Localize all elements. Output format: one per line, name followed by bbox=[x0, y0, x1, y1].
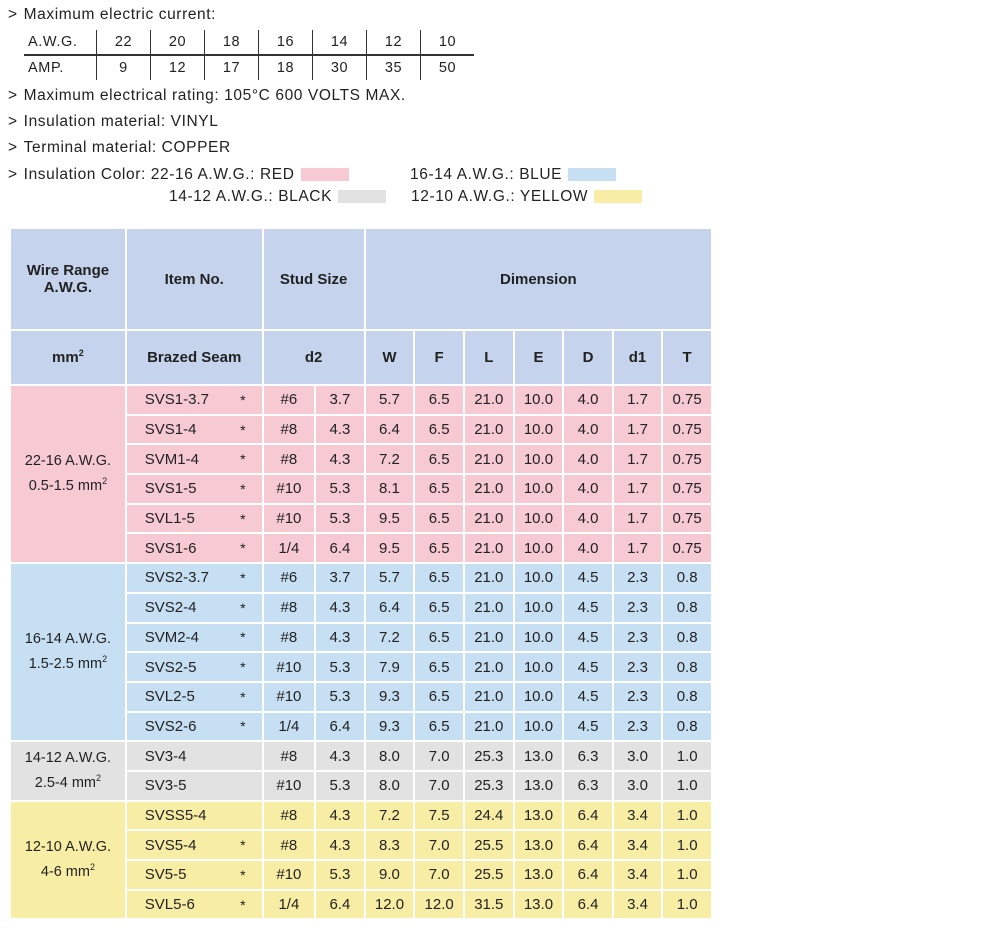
item-no-cell bbox=[127, 772, 262, 800]
spec-color-yellow bbox=[411, 188, 642, 206]
d2-cell: 4.3 bbox=[316, 742, 364, 770]
dim-d-cell: 4.5 bbox=[564, 683, 612, 711]
awg-value: 12 bbox=[367, 30, 421, 55]
awg-value: 16 bbox=[259, 30, 313, 55]
mm-range-text: 4-6 mm bbox=[40, 864, 90, 880]
dim-t-cell: 1.0 bbox=[663, 772, 711, 800]
d2-cell: 5.3 bbox=[316, 475, 364, 503]
dim-f-cell: 6.5 bbox=[415, 475, 463, 503]
dim-t-cell: 0.75 bbox=[663, 386, 711, 414]
wire-range-label: Wire Range bbox=[26, 262, 110, 279]
item-no: SVL1-5 bbox=[144, 510, 195, 528]
dim-f-cell: 6.5 bbox=[415, 594, 463, 622]
dim-l-cell: 31.5 bbox=[465, 891, 513, 919]
item-no: SVS5-4 bbox=[144, 836, 197, 854]
dim-f-cell: 6.5 bbox=[415, 564, 463, 592]
dim-t-cell: 0.8 bbox=[663, 713, 711, 741]
amp-value: 17 bbox=[205, 55, 259, 80]
item-no-cell bbox=[127, 831, 262, 859]
dim-d-cell: 6.4 bbox=[564, 891, 612, 919]
dim-w-cell: 9.3 bbox=[366, 683, 414, 711]
col-header-w: W bbox=[366, 331, 414, 384]
dim-f-cell: 6.5 bbox=[415, 416, 463, 444]
dim-d-cell: 6.4 bbox=[564, 802, 612, 830]
brazed-seam-mark: * bbox=[240, 391, 246, 408]
dim-d1-cell: 3.4 bbox=[614, 891, 662, 919]
table-body bbox=[11, 386, 711, 918]
dim-l-cell: 21.0 bbox=[465, 594, 513, 622]
current-rating-table bbox=[24, 30, 474, 80]
col-header-f: F bbox=[415, 331, 463, 384]
mm-range-text: 0.5-1.5 mm bbox=[28, 478, 103, 495]
dim-d1-cell: 2.3 bbox=[614, 653, 662, 681]
stud-size-cell: #8 bbox=[264, 594, 315, 622]
item-no: SV3-4 bbox=[144, 747, 187, 765]
dim-d1-cell: 2.3 bbox=[614, 564, 662, 592]
dim-d-cell: 4.5 bbox=[564, 594, 612, 622]
dim-d1-cell: 3.4 bbox=[614, 831, 662, 859]
item-no: SVSS5-4 bbox=[144, 806, 207, 824]
mm-header-sup: 2 bbox=[78, 348, 84, 358]
stud-size-cell: #10 bbox=[264, 653, 315, 681]
dim-t-cell: 1.0 bbox=[663, 891, 711, 919]
dim-w-cell: 7.2 bbox=[366, 624, 414, 652]
item-no: SV5-5 bbox=[144, 866, 187, 884]
stud-size-cell: #10 bbox=[264, 505, 315, 533]
dim-t-cell: 0.75 bbox=[663, 505, 711, 533]
item-no-cell bbox=[127, 891, 262, 919]
stud-size-cell: 1/4 bbox=[264, 713, 315, 741]
stud-size-cell: 1/4 bbox=[264, 891, 315, 919]
stud-size-cell: #8 bbox=[264, 742, 315, 770]
mm-range-sup: 2 bbox=[102, 476, 108, 487]
dim-e-cell: 10.0 bbox=[515, 653, 563, 681]
amp-value: 18 bbox=[259, 55, 313, 80]
dim-d-cell: 4.0 bbox=[564, 534, 612, 562]
item-no-cell bbox=[127, 802, 262, 830]
dim-l-cell: 21.0 bbox=[465, 416, 513, 444]
item-no-cell bbox=[127, 742, 262, 770]
dim-t-cell: 0.75 bbox=[663, 445, 711, 473]
awg-value: 14 bbox=[313, 30, 367, 55]
wire-range-cell bbox=[11, 802, 125, 919]
stud-size-cell: #8 bbox=[264, 831, 315, 859]
black-swatch bbox=[338, 190, 386, 203]
dim-d-cell: 4.0 bbox=[564, 445, 612, 473]
brazed-seam-mark: * bbox=[240, 659, 246, 676]
spec-terminal: > Terminal material: COPPER bbox=[8, 139, 231, 156]
col-header-e: E bbox=[515, 331, 563, 384]
stud-size-cell: #8 bbox=[264, 416, 315, 444]
dim-d-cell: 6.3 bbox=[564, 742, 612, 770]
stud-size-cell: #8 bbox=[264, 445, 315, 473]
item-no: SVL2-5 bbox=[144, 688, 195, 706]
terminal-text: Terminal material: COPPER bbox=[23, 139, 231, 156]
dim-d1-cell: 3.4 bbox=[614, 861, 662, 889]
dim-e-cell: 10.0 bbox=[515, 713, 563, 741]
insulation-text: Insulation material: VINYL bbox=[23, 113, 219, 130]
item-no-cell bbox=[127, 416, 262, 444]
dim-e-cell: 13.0 bbox=[515, 891, 563, 919]
dim-d-cell: 6.3 bbox=[564, 772, 612, 800]
dim-f-cell: 12.0 bbox=[415, 891, 463, 919]
dim-e-cell: 10.0 bbox=[515, 564, 563, 592]
dim-l-cell: 21.0 bbox=[465, 505, 513, 533]
brazed-seam-header: Brazed Seam bbox=[127, 331, 262, 384]
dim-f-cell: 7.0 bbox=[415, 742, 463, 770]
mm-range-sup: 2 bbox=[102, 654, 108, 665]
dim-t-cell: 0.8 bbox=[663, 653, 711, 681]
header-row-1 bbox=[11, 229, 711, 329]
dim-l-cell: 21.0 bbox=[465, 475, 513, 503]
dim-e-cell: 13.0 bbox=[515, 772, 563, 800]
dim-w-cell: 7.2 bbox=[366, 802, 414, 830]
dim-l-cell: 25.3 bbox=[465, 742, 513, 770]
item-no: SV3-5 bbox=[144, 777, 187, 795]
spec-rating: > Maximum electrical rating: 105°C 600 VOLTS MAX. bbox=[8, 87, 406, 104]
dim-d1-cell: 1.7 bbox=[614, 416, 662, 444]
terminal-spec-table bbox=[9, 227, 713, 920]
dim-w-cell: 8.3 bbox=[366, 831, 414, 859]
col-header-l: L bbox=[465, 331, 513, 384]
amp-row bbox=[24, 55, 474, 80]
dim-e-cell: 10.0 bbox=[515, 445, 563, 473]
dim-w-cell: 9.5 bbox=[366, 534, 414, 562]
amp-value: 30 bbox=[313, 55, 367, 80]
brazed-seam-mark: * bbox=[240, 629, 246, 646]
d2-cell: 6.4 bbox=[316, 713, 364, 741]
mm-range-sup: 2 bbox=[89, 862, 95, 873]
dim-d-cell: 4.5 bbox=[564, 653, 612, 681]
dim-t-cell: 0.8 bbox=[663, 624, 711, 652]
color-red-text: 22-16 A.W.G.: RED bbox=[150, 166, 295, 183]
dim-d-cell: 4.0 bbox=[564, 416, 612, 444]
dim-e-cell: 10.0 bbox=[515, 594, 563, 622]
dim-e-cell: 10.0 bbox=[515, 416, 563, 444]
dim-e-cell: 13.0 bbox=[515, 742, 563, 770]
table-row bbox=[11, 386, 711, 414]
dim-d1-cell: 1.7 bbox=[614, 445, 662, 473]
color-label: Insulation Color: bbox=[23, 166, 146, 183]
col-header-t: T bbox=[663, 331, 711, 384]
brazed-seam-mark: * bbox=[240, 421, 246, 438]
dim-w-cell: 8.0 bbox=[366, 772, 414, 800]
brazed-seam-mark: * bbox=[240, 896, 246, 913]
table-row bbox=[11, 564, 711, 592]
item-no: SVS1-3.7 bbox=[144, 391, 210, 409]
stud-size-cell: #6 bbox=[264, 386, 315, 414]
dim-e-cell: 10.0 bbox=[515, 683, 563, 711]
item-no-cell bbox=[127, 534, 262, 562]
dim-w-cell: 5.7 bbox=[366, 564, 414, 592]
dim-w-cell: 9.0 bbox=[366, 861, 414, 889]
d2-cell: 4.3 bbox=[316, 802, 364, 830]
dim-w-cell: 12.0 bbox=[366, 891, 414, 919]
mm-header bbox=[11, 331, 125, 384]
dim-f-cell: 7.5 bbox=[415, 802, 463, 830]
stud-size-cell: 1/4 bbox=[264, 534, 315, 562]
dim-l-cell: 25.5 bbox=[465, 831, 513, 859]
dim-t-cell: 0.75 bbox=[663, 416, 711, 444]
dim-t-cell: 0.75 bbox=[663, 475, 711, 503]
dim-d1-cell: 3.0 bbox=[614, 772, 662, 800]
dim-t-cell: 1.0 bbox=[663, 802, 711, 830]
dim-e-cell: 10.0 bbox=[515, 534, 563, 562]
mm-range-text: 1.5-2.5 mm bbox=[28, 656, 103, 673]
dim-l-cell: 21.0 bbox=[465, 386, 513, 414]
dim-l-cell: 21.0 bbox=[465, 564, 513, 592]
d2-cell: 6.4 bbox=[316, 534, 364, 562]
d2-cell: 5.3 bbox=[316, 861, 364, 889]
table-row bbox=[11, 742, 711, 770]
dim-w-cell: 8.1 bbox=[366, 475, 414, 503]
stud-size-cell: #10 bbox=[264, 772, 315, 800]
dim-w-cell: 6.4 bbox=[366, 594, 414, 622]
stud-size-cell: #6 bbox=[264, 564, 315, 592]
dim-d-cell: 6.4 bbox=[564, 831, 612, 859]
dim-d1-cell: 3.4 bbox=[614, 802, 662, 830]
dim-e-cell: 13.0 bbox=[515, 831, 563, 859]
mm-range-text: 2.5-4 mm bbox=[34, 774, 97, 791]
dim-w-cell: 9.5 bbox=[366, 505, 414, 533]
awg-value: 10 bbox=[421, 30, 475, 55]
awg-value: 18 bbox=[205, 30, 259, 55]
brazed-seam-mark: * bbox=[240, 688, 246, 705]
wire-range-header bbox=[11, 229, 125, 329]
item-no-cell bbox=[127, 475, 262, 503]
table-row bbox=[11, 802, 711, 830]
rating-text: Maximum electrical rating: 105°C 600 VOLTS MAX. bbox=[23, 87, 406, 104]
dim-d1-cell: 3.0 bbox=[614, 742, 662, 770]
dim-e-cell: 13.0 bbox=[515, 802, 563, 830]
item-no: SVS2-4 bbox=[144, 599, 197, 617]
item-no-cell bbox=[127, 861, 262, 889]
dim-l-cell: 24.4 bbox=[465, 802, 513, 830]
spec-current-title: > Maximum electric current: bbox=[8, 6, 217, 23]
dim-e-cell: 10.0 bbox=[515, 386, 563, 414]
awg-label: A.W.G. bbox=[24, 30, 97, 55]
col-header-d: D bbox=[564, 331, 612, 384]
brazed-seam-mark: * bbox=[240, 451, 246, 468]
brazed-seam-mark: * bbox=[240, 510, 246, 527]
dim-l-cell: 25.3 bbox=[465, 772, 513, 800]
dim-w-cell: 7.9 bbox=[366, 653, 414, 681]
item-no-cell bbox=[127, 445, 262, 473]
dim-t-cell: 0.8 bbox=[663, 683, 711, 711]
dim-d1-cell: 2.3 bbox=[614, 594, 662, 622]
awg-range: 14-12 A.W.G. bbox=[24, 749, 112, 766]
blue-swatch bbox=[568, 168, 616, 181]
dim-t-cell: 1.0 bbox=[663, 861, 711, 889]
dim-f-cell: 7.0 bbox=[415, 831, 463, 859]
item-no: SVL5-6 bbox=[144, 896, 195, 914]
awg-value: 22 bbox=[97, 30, 151, 55]
header-row-2 bbox=[11, 331, 711, 384]
stud-size-cell: #8 bbox=[264, 624, 315, 652]
dim-d1-cell: 1.7 bbox=[614, 505, 662, 533]
dim-f-cell: 6.5 bbox=[415, 624, 463, 652]
spec-insulation-color: > Insulation Color: 22-16 A.W.G.: RED bbox=[8, 166, 349, 184]
spec-color-blue bbox=[410, 166, 616, 184]
dim-l-cell: 21.0 bbox=[465, 624, 513, 652]
amp-value: 35 bbox=[367, 55, 421, 80]
color-black-text: 14-12 A.W.G.: BLACK bbox=[169, 188, 333, 205]
dim-d-cell: 4.0 bbox=[564, 386, 612, 414]
amp-label: AMP. bbox=[24, 55, 97, 80]
d2-cell: 4.3 bbox=[316, 594, 364, 622]
color-blue-text: 16-14 A.W.G.: BLUE bbox=[410, 166, 563, 183]
mm-range bbox=[11, 771, 125, 796]
d2-cell: 5.3 bbox=[316, 683, 364, 711]
dim-f-cell: 6.5 bbox=[415, 653, 463, 681]
mm-range bbox=[11, 860, 125, 885]
red-swatch bbox=[301, 168, 349, 181]
item-no-cell bbox=[127, 713, 262, 741]
dim-d-cell: 4.5 bbox=[564, 713, 612, 741]
amp-value: 12 bbox=[151, 55, 205, 80]
dim-f-cell: 6.5 bbox=[415, 534, 463, 562]
d2-cell: 4.3 bbox=[316, 416, 364, 444]
dim-f-cell: 6.5 bbox=[415, 386, 463, 414]
d2-cell: 3.7 bbox=[316, 386, 364, 414]
dim-d1-cell: 2.3 bbox=[614, 624, 662, 652]
color-yellow-text: 12-10 A.W.G.: YELLOW bbox=[411, 188, 589, 205]
dim-d1-cell: 2.3 bbox=[614, 713, 662, 741]
item-no: SVS2-5 bbox=[144, 658, 197, 676]
spec-insulation: > Insulation material: VINYL bbox=[8, 113, 219, 130]
dim-f-cell: 6.5 bbox=[415, 683, 463, 711]
mm-header-text: mm bbox=[52, 349, 79, 366]
dim-d-cell: 6.4 bbox=[564, 861, 612, 889]
dim-d-cell: 4.0 bbox=[564, 505, 612, 533]
d2-cell: 4.3 bbox=[316, 624, 364, 652]
dim-l-cell: 21.0 bbox=[465, 713, 513, 741]
dim-t-cell: 1.0 bbox=[663, 742, 711, 770]
d2-cell: 4.3 bbox=[316, 831, 364, 859]
dim-f-cell: 6.5 bbox=[415, 445, 463, 473]
d2-cell: 5.3 bbox=[316, 772, 364, 800]
dim-t-cell: 0.75 bbox=[663, 534, 711, 562]
current-title-text: Maximum electric current: bbox=[23, 6, 217, 23]
dim-l-cell: 21.0 bbox=[465, 653, 513, 681]
amp-value: 9 bbox=[97, 55, 151, 80]
dim-d1-cell: 1.7 bbox=[614, 386, 662, 414]
yellow-swatch bbox=[594, 190, 642, 203]
item-no-cell bbox=[127, 653, 262, 681]
item-no-cell bbox=[127, 594, 262, 622]
mm-range bbox=[11, 474, 125, 499]
brazed-seam-mark: * bbox=[240, 480, 246, 497]
brazed-seam-mark: * bbox=[240, 837, 246, 854]
dim-d1-cell: 1.7 bbox=[614, 534, 662, 562]
dim-d-cell: 4.5 bbox=[564, 624, 612, 652]
dim-l-cell: 21.0 bbox=[465, 445, 513, 473]
dim-f-cell: 6.5 bbox=[415, 713, 463, 741]
dim-w-cell: 9.3 bbox=[366, 713, 414, 741]
dim-e-cell: 10.0 bbox=[515, 505, 563, 533]
stud-size-cell: #10 bbox=[264, 683, 315, 711]
brazed-seam-mark: * bbox=[240, 718, 246, 735]
item-no: SVS1-4 bbox=[144, 421, 197, 439]
dim-l-cell: 21.0 bbox=[465, 683, 513, 711]
spec-color-black bbox=[169, 188, 386, 206]
dim-f-cell: 6.5 bbox=[415, 505, 463, 533]
d2-cell: 4.3 bbox=[316, 445, 364, 473]
dim-d1-cell: 1.7 bbox=[614, 475, 662, 503]
dim-w-cell: 6.4 bbox=[366, 416, 414, 444]
awg-value: 20 bbox=[151, 30, 205, 55]
awg-range: 12-10 A.W.G. bbox=[24, 838, 112, 855]
awg-header-label: A.W.G. bbox=[43, 279, 93, 296]
item-no-cell bbox=[127, 683, 262, 711]
mm-range-sup: 2 bbox=[96, 773, 102, 784]
col-header-d1: d1 bbox=[614, 331, 662, 384]
awg-row bbox=[24, 30, 474, 55]
dim-l-cell: 25.5 bbox=[465, 861, 513, 889]
item-no: SVS1-5 bbox=[144, 480, 197, 498]
d2-cell: 3.7 bbox=[316, 564, 364, 592]
dim-f-cell: 7.0 bbox=[415, 772, 463, 800]
item-no: SVS2-6 bbox=[144, 717, 197, 735]
wire-range-cell bbox=[11, 386, 125, 562]
dim-w-cell: 5.7 bbox=[366, 386, 414, 414]
item-no: SVS1-6 bbox=[144, 539, 197, 557]
brazed-seam-mark: * bbox=[240, 599, 246, 616]
stud-size-cell: #10 bbox=[264, 861, 315, 889]
awg-range: 16-14 A.W.G. bbox=[24, 630, 112, 647]
dim-e-cell: 10.0 bbox=[515, 475, 563, 503]
wire-range-cell bbox=[11, 564, 125, 740]
d2-cell: 6.4 bbox=[316, 891, 364, 919]
dim-d-cell: 4.0 bbox=[564, 475, 612, 503]
mm-range bbox=[11, 652, 125, 677]
item-no: SVM2-4 bbox=[144, 628, 199, 646]
dim-e-cell: 13.0 bbox=[515, 861, 563, 889]
brazed-seam-mark: * bbox=[240, 540, 246, 557]
d2-cell: 5.3 bbox=[316, 653, 364, 681]
wire-range-cell bbox=[11, 742, 125, 799]
dim-w-cell: 7.2 bbox=[366, 445, 414, 473]
item-no-cell bbox=[127, 564, 262, 592]
item-no-header: Item No. bbox=[127, 229, 262, 329]
dim-d-cell: 4.5 bbox=[564, 564, 612, 592]
item-no-cell bbox=[127, 624, 262, 652]
item-no: SVS2-3.7 bbox=[144, 569, 210, 587]
item-no-cell bbox=[127, 386, 262, 414]
brazed-seam-mark: * bbox=[240, 569, 246, 586]
dimension-header: Dimension bbox=[366, 229, 711, 329]
dim-f-cell: 7.0 bbox=[415, 861, 463, 889]
dim-w-cell: 8.0 bbox=[366, 742, 414, 770]
dim-l-cell: 21.0 bbox=[465, 534, 513, 562]
dim-t-cell: 1.0 bbox=[663, 831, 711, 859]
d2-header: d2 bbox=[264, 331, 364, 384]
dim-t-cell: 0.8 bbox=[663, 564, 711, 592]
dim-e-cell: 10.0 bbox=[515, 624, 563, 652]
item-no-cell bbox=[127, 505, 262, 533]
awg-range: 22-16 A.W.G. bbox=[24, 452, 112, 469]
stud-size-header: Stud Size bbox=[264, 229, 364, 329]
stud-size-cell: #10 bbox=[264, 475, 315, 503]
amp-value: 50 bbox=[438, 60, 457, 76]
stud-size-cell: #8 bbox=[264, 802, 315, 830]
dim-t-cell: 0.8 bbox=[663, 594, 711, 622]
dim-d1-cell: 2.3 bbox=[614, 683, 662, 711]
d2-cell: 5.3 bbox=[316, 505, 364, 533]
item-no: SVM1-4 bbox=[144, 450, 199, 468]
brazed-seam-mark: * bbox=[240, 866, 246, 883]
